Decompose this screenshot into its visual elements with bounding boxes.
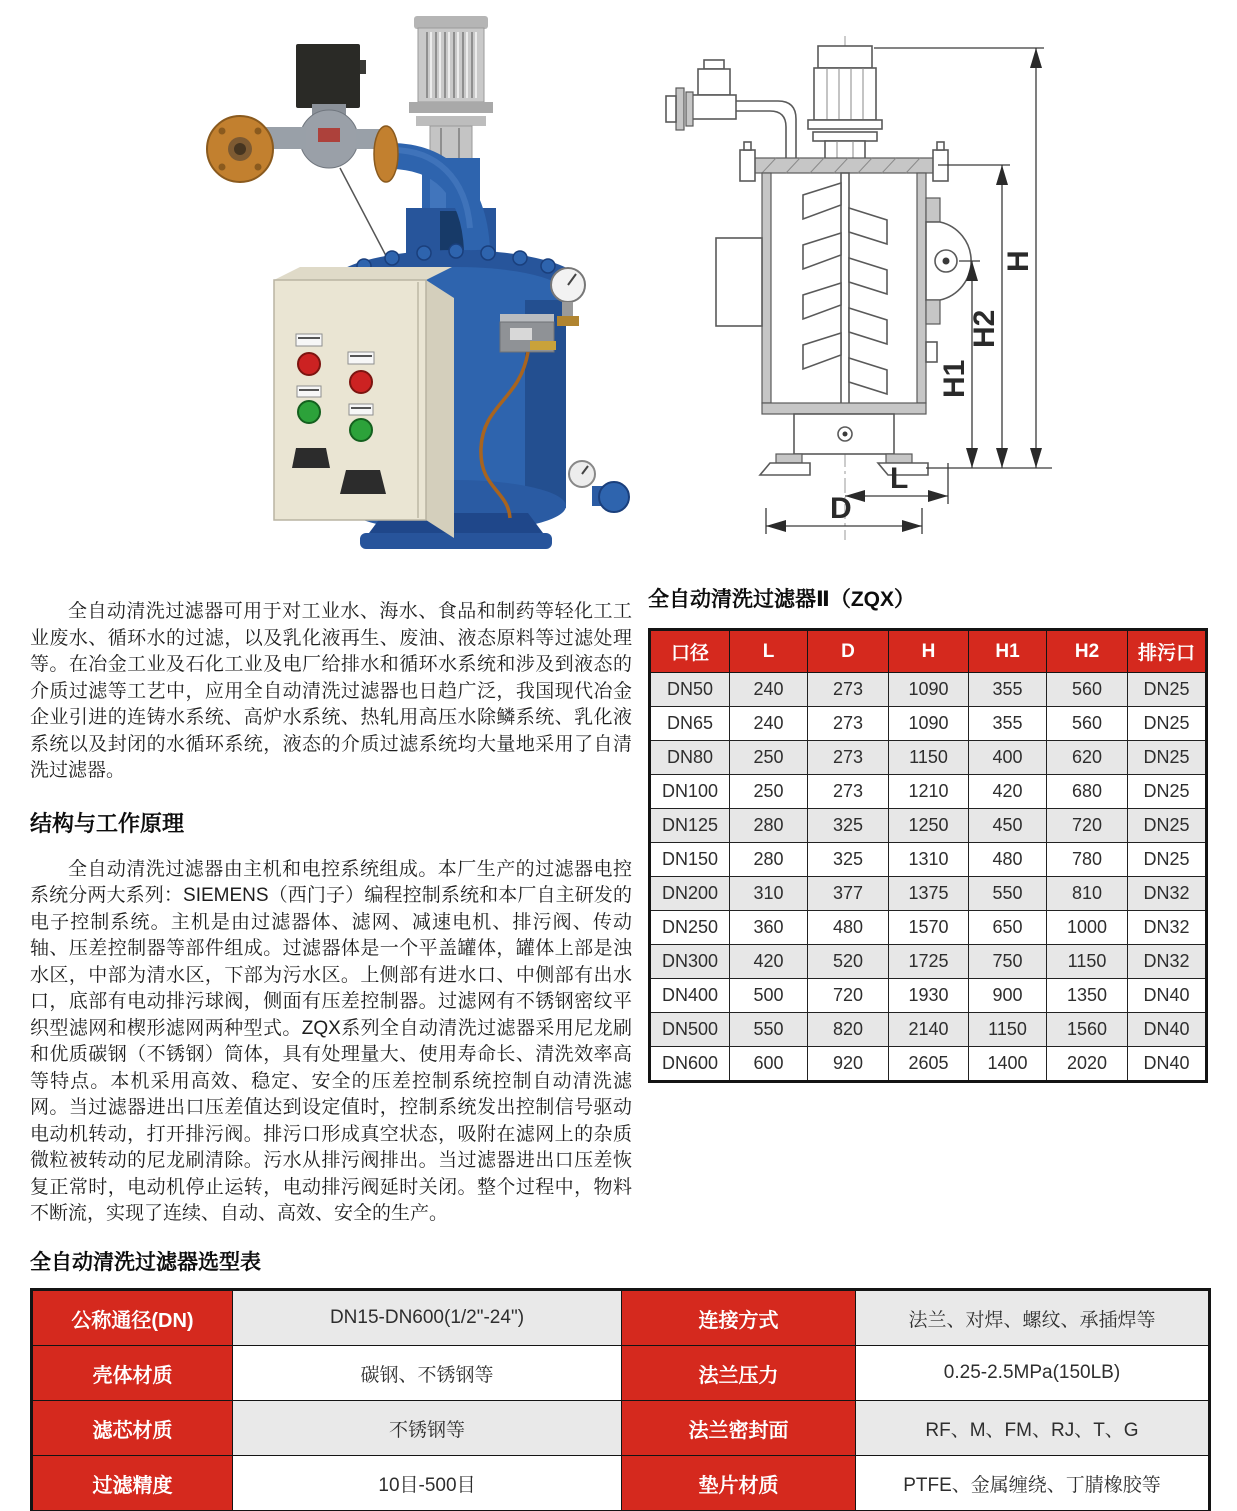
spec-header-cell: H2 — [1047, 630, 1128, 673]
spec-header-row — [650, 630, 1207, 673]
drain-valve — [599, 482, 629, 512]
spec-cell-h1: 480 — [969, 843, 1047, 877]
spec-section — [648, 583, 1208, 1083]
spec-cell-dn: DN600 — [650, 1047, 730, 1082]
spec-cell-d: 520 — [808, 945, 889, 979]
outlet-flange — [374, 126, 398, 182]
spec-header-cell: D — [808, 630, 889, 673]
spec-row — [650, 1013, 1207, 1047]
spec-cell-h1: 750 — [969, 945, 1047, 979]
dimension-drawing — [658, 8, 1138, 556]
spec-row — [650, 775, 1207, 809]
spec-cell-dn: DN100 — [650, 775, 730, 809]
spec-cell-dn: DN500 — [650, 1013, 730, 1047]
drawing-outlet — [716, 238, 762, 326]
spec-cell-drain: DN32 — [1128, 877, 1207, 911]
spec-table-title: 全自动清洗过滤器Ⅱ（ZQX） — [648, 588, 916, 611]
spec-cell-l: 600 — [730, 1047, 808, 1082]
spec-cell-h1: 450 — [969, 809, 1047, 843]
dim-label-d: D — [830, 492, 852, 525]
spec-cell-drain: DN40 — [1128, 1047, 1207, 1082]
dimension-drawing-illustration — [658, 8, 1138, 556]
spec-cell-l: 240 — [730, 707, 808, 741]
spec-header-cell: L — [730, 630, 808, 673]
selection-value: 0.25-2.5MPa(150LB) — [856, 1346, 1210, 1401]
spec-cell-h2: 1560 — [1047, 1013, 1128, 1047]
spec-cell-h: 1090 — [889, 673, 969, 707]
spec-row — [650, 843, 1207, 877]
spec-cell-drain: DN25 — [1128, 809, 1207, 843]
spec-cell-dn: DN80 — [650, 741, 730, 775]
spec-header-cell: 排污口 — [1128, 630, 1207, 673]
spec-cell-h1: 650 — [969, 911, 1047, 945]
selection-value: DN15-DN600(1/2"-24") — [233, 1290, 622, 1346]
spec-cell-drain: DN32 — [1128, 945, 1207, 979]
drawing-vessel-wall — [762, 173, 771, 403]
green-button — [350, 419, 372, 441]
spec-cell-l: 280 — [730, 809, 808, 843]
spec-header-cell: H — [889, 630, 969, 673]
spec-cell-d: 325 — [808, 809, 889, 843]
spec-row — [650, 877, 1207, 911]
selection-row — [32, 1290, 1210, 1346]
spec-cell-drain: DN25 — [1128, 707, 1207, 741]
spec-cell-d: 273 — [808, 741, 889, 775]
spec-cell-l: 250 — [730, 775, 808, 809]
spec-cell-h: 2605 — [889, 1047, 969, 1082]
spec-cell-h: 1375 — [889, 877, 969, 911]
spec-cell-drain: DN25 — [1128, 843, 1207, 877]
principle-paragraph: 全自动清洗过滤器由主机和电控系统组成。本厂生产的过滤器电控系统分两大系列：SIEMENS（西门子）编程控制系统和本厂自主研发的电子控制系统。主机是由过滤器体、滤网、减速电机、排污阀、传动轴、压差控制器等部件组成。过滤器体是一个平盖罐体，罐体上部是浊水区，中部为清水区，下部为污水区。上侧部有进水口、中侧部有出水口，底部有电动排污球阀，侧面有压差控制器。过滤网有不锈钢密纹平织型滤网和楔形滤网两种型式。ZQX系列全自动清洗过滤器采用尼龙刷和优质碳钢（不锈钢）筒体，具有处理量大、使用寿命长、清洗效率高等特点。本机采用高效、稳定、安全的压差控制系统控制自动清洗滤网。当过滤器进出口压差值达到设定值时，控制系统发出控制信号驱动电动机转动，打开排污阀。排污口形成真空状态，吸附在滤网上的杂质微粒被转动的尼龙刷清除。污水从排污阀排出。当过滤器进出口压差恢复正常时，电动机停止运转，电动排污阀延时关闭。整个过程中，物料不断流，实现了连续、自动、高效、安全的生产。 — [30, 858, 632, 1224]
spec-cell-d: 480 — [808, 911, 889, 945]
motor-cap — [414, 16, 488, 29]
solenoid-coil — [296, 44, 360, 108]
spec-cell-l: 240 — [730, 673, 808, 707]
spec-cell-h2: 780 — [1047, 843, 1128, 877]
spec-cell-h: 1570 — [889, 911, 969, 945]
selection-label: 过滤精度 — [32, 1456, 233, 1511]
selection-value: RF、M、FM、RJ、T、G — [856, 1401, 1210, 1456]
selection-label: 滤芯材质 — [32, 1401, 233, 1456]
spec-cell-h2: 2020 — [1047, 1047, 1128, 1082]
spec-cell-l: 420 — [730, 945, 808, 979]
product-photo — [178, 8, 660, 556]
spec-cell-drain: DN25 — [1128, 741, 1207, 775]
spec-header-cell: H1 — [969, 630, 1047, 673]
spec-cell-h: 1090 — [889, 707, 969, 741]
spec-cell-h1: 1150 — [969, 1013, 1047, 1047]
spec-row — [650, 945, 1207, 979]
dim-label-h1: H1 — [938, 359, 971, 398]
selection-row — [32, 1401, 1210, 1456]
spec-row — [650, 707, 1207, 741]
spec-cell-d: 273 — [808, 775, 889, 809]
spec-cell-h: 1310 — [889, 843, 969, 877]
drawing-lid — [754, 158, 934, 173]
spec-cell-d: 273 — [808, 673, 889, 707]
spec-cell-h: 2140 — [889, 1013, 969, 1047]
spec-cell-h1: 400 — [969, 741, 1047, 775]
spec-cell-h2: 560 — [1047, 707, 1128, 741]
drawing-solenoid — [704, 60, 724, 69]
spec-cell-dn: DN125 — [650, 809, 730, 843]
spec-cell-h2: 1350 — [1047, 979, 1128, 1013]
spec-cell-d: 377 — [808, 877, 889, 911]
selection-label: 公称通径(DN) — [32, 1290, 233, 1346]
spec-cell-h1: 355 — [969, 707, 1047, 741]
selection-label: 垫片材质 — [622, 1456, 856, 1511]
spec-cell-d: 820 — [808, 1013, 889, 1047]
spec-cell-l: 550 — [730, 1013, 808, 1047]
spec-cell-h1: 420 — [969, 775, 1047, 809]
green-button — [298, 401, 320, 423]
spec-cell-h: 1210 — [889, 775, 969, 809]
spec-cell-h: 1250 — [889, 809, 969, 843]
product-photo-illustration — [178, 8, 660, 556]
spec-cell-dn: DN150 — [650, 843, 730, 877]
drawing-shaft — [841, 173, 849, 415]
spec-cell-drain: DN25 — [1128, 673, 1207, 707]
spec-cell-h: 1725 — [889, 945, 969, 979]
selection-label: 法兰密封面 — [622, 1401, 856, 1456]
spec-cell-l: 310 — [730, 877, 808, 911]
spec-cell-dn: DN65 — [650, 707, 730, 741]
spec-cell-drain: DN32 — [1128, 911, 1207, 945]
control-box-top — [274, 267, 452, 280]
selection-table — [30, 1288, 1211, 1511]
dim-label-l: L — [890, 462, 909, 495]
spec-cell-drain: DN40 — [1128, 1013, 1207, 1047]
selection-label: 连接方式 — [622, 1290, 856, 1346]
spec-cell-l: 280 — [730, 843, 808, 877]
dim-label-h2: H2 — [968, 309, 1001, 348]
red-button — [350, 371, 372, 393]
spec-row — [650, 809, 1207, 843]
spec-cell-dn: DN50 — [650, 673, 730, 707]
spec-row — [650, 741, 1207, 775]
spec-row — [650, 979, 1207, 1013]
spec-cell-h2: 720 — [1047, 809, 1128, 843]
spec-cell-dn: DN400 — [650, 979, 730, 1013]
selector-knob — [292, 448, 330, 468]
selection-section — [30, 1246, 1210, 1511]
selection-value: 不锈钢等 — [233, 1401, 622, 1456]
dim-label-h: H — [1002, 250, 1035, 272]
spec-cell-dn: DN200 — [650, 877, 730, 911]
spec-cell-drain: DN25 — [1128, 775, 1207, 809]
spec-cell-h2: 810 — [1047, 877, 1128, 911]
intro-paragraph: 全自动清洗过滤器可用于对工业水、海水、食品和制药等轻化工工业废水、循环水的过滤，以及乳化液再生、废油、液态原料等过滤处理等。在冶金工业及石化工业及电厂给排水和循环水系统和涉及到液态的介质过滤等工艺中，应用全自动清洗过滤器也日趋广泛，我国现代冶金企业引进的连铸水系统、高炉水系统、热轧用高压水除鳞系统、乳化液系统以及封闭的水循环系统，液态的介质过滤系统均大量地采用了自清洗过滤器。 — [30, 601, 632, 781]
selection-table-title: 全自动清洗过滤器选型表 — [30, 1251, 261, 1274]
selection-label: 壳体材质 — [32, 1346, 233, 1401]
selection-value: 10目-500目 — [233, 1456, 622, 1511]
spec-cell-h2: 620 — [1047, 741, 1128, 775]
spec-cell-d: 325 — [808, 843, 889, 877]
spec-cell-l: 250 — [730, 741, 808, 775]
spec-cell-l: 500 — [730, 979, 808, 1013]
spec-cell-h: 1930 — [889, 979, 969, 1013]
spec-cell-h1: 355 — [969, 673, 1047, 707]
selection-row — [32, 1346, 1210, 1401]
red-button — [298, 353, 320, 375]
spec-cell-h: 1150 — [889, 741, 969, 775]
spec-cell-h2: 1150 — [1047, 945, 1128, 979]
spec-cell-l: 360 — [730, 911, 808, 945]
spec-table-head — [650, 630, 1207, 673]
spec-table-body — [650, 673, 1207, 1082]
selection-value: 碳钢、不锈钢等 — [233, 1346, 622, 1401]
spec-row — [650, 1047, 1207, 1082]
description-column — [30, 580, 632, 1247]
spec-cell-h1: 550 — [969, 877, 1047, 911]
spec-cell-h2: 560 — [1047, 673, 1128, 707]
spec-cell-d: 720 — [808, 979, 889, 1013]
spec-cell-dn: DN250 — [650, 911, 730, 945]
spec-header-cell: 口径 — [650, 630, 730, 673]
selection-value: 法兰、对焊、螺纹、承插焊等 — [856, 1290, 1210, 1346]
selector-knob — [340, 470, 386, 494]
selection-label: 法兰压力 — [622, 1346, 856, 1401]
selection-table-body — [32, 1290, 1210, 1511]
spec-cell-h1: 900 — [969, 979, 1047, 1013]
spec-cell-d: 273 — [808, 707, 889, 741]
spec-cell-d: 920 — [808, 1047, 889, 1082]
spec-table — [648, 628, 1208, 1083]
spec-cell-dn: DN300 — [650, 945, 730, 979]
spec-cell-drain: DN40 — [1128, 979, 1207, 1013]
spec-cell-h2: 1000 — [1047, 911, 1128, 945]
selection-value: PTFE、金属缠绕、丁腈橡胶等 — [856, 1456, 1210, 1511]
principle-heading: 结构与工作原理 — [30, 810, 185, 836]
spec-cell-h1: 1400 — [969, 1047, 1047, 1082]
spec-cell-h2: 680 — [1047, 775, 1128, 809]
spec-row — [650, 911, 1207, 945]
selection-row — [32, 1456, 1210, 1511]
spec-row — [650, 673, 1207, 707]
